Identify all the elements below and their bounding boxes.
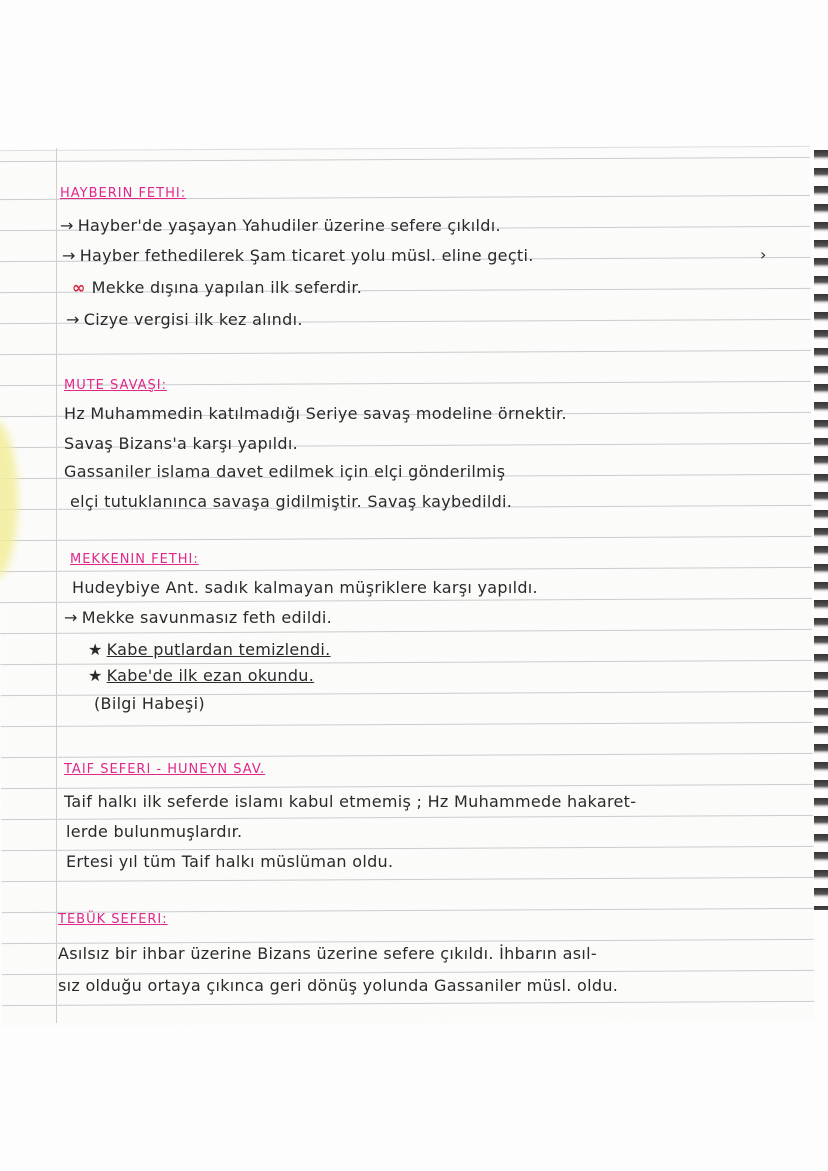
note-line [66,310,303,329]
section-heading: TAIF SEFERI - HUNEYN SAV. [64,762,266,777]
note-line [88,640,331,659]
arrow-icon: → [64,608,78,627]
note-line [72,578,538,597]
note-text: Hayber'de yaşayan Yahudiler üzerine sefere çıkıldı. [77,216,501,235]
note-text: Ertesi yıl tüm Taif halkı müslüman oldu. [66,852,394,871]
note-text: sız olduğu ortaya çıkınca geri dönüş yolunda Gassaniler müsl. oldu. [58,976,619,995]
margin-note: › [760,245,767,264]
note-line [72,278,362,297]
note-line [70,492,512,511]
note-text: Mekke savunmasız feth edildi. [81,608,333,627]
note-text: Hayber fethedilerek Şam ticaret yolu müsl. eline geçti. [79,246,534,265]
section-heading: TEBÜK SEFERI: [58,912,168,927]
star-icon: ★ [88,666,103,685]
spiral-binding [814,150,828,910]
note-text: Taif halkı ilk seferde islamı kabul etmemiş ; Hz Muhammede hakaret- [64,792,637,811]
arrow-icon: → [62,246,76,265]
note-line [94,694,205,713]
note-line [64,462,505,481]
note-text: lerde bulunmuşlardır. [66,822,243,841]
note-line [64,608,332,627]
note-line [64,404,567,423]
note-line [58,976,618,995]
note-line [64,792,636,811]
note-text: Kabe'de ilk ezan okundu. [106,666,315,685]
note-line [62,246,534,265]
margin-line [56,148,57,1023]
section-heading: HAYBERIN FETHI: [60,186,187,201]
star-icon: ★ [88,640,103,659]
infinity-mark-icon: ∞ [72,278,86,297]
note-line [58,944,597,963]
note-text: Savaş Bizans'a karşı yapıldı. [64,434,298,453]
arrow-icon: → [60,216,74,235]
note-text: Hudeybiye Ant. sadık kalmayan müşriklere karşı yapıldı. [72,578,538,597]
note-text: Gassaniler islama davet edilmek için elçi gönderilmiş [64,462,506,481]
section-heading: MEKKENIN FETHI: [70,552,199,567]
note-line [64,434,298,453]
note-text: elçi tutuklanınca savaşa gidilmiştir. Savaş kaybedildi. [70,492,513,511]
note-text: Kabe putlardan temizlendi. [106,640,331,659]
note-line [66,822,242,841]
note-text: Asılsız bir ihbar üzerine Bizans üzerine sefere çıkıldı. İhbarın asıl- [58,944,597,963]
note-line [60,216,501,235]
note-line [66,852,393,871]
note-text: Cizye vergisi ilk kez alındı. [83,310,303,329]
note-text: (Bilgi Habeşi) [94,694,205,713]
section-heading: MUTE SAVAŞI: [64,378,167,393]
note-text: Mekke dışına yapılan ilk seferdir. [91,278,363,297]
note-line [88,666,314,685]
arrow-icon: → [66,310,80,329]
note-text: Hz Muhammedin katılmadığı Seriye savaş modeline örnektir. [64,404,567,423]
